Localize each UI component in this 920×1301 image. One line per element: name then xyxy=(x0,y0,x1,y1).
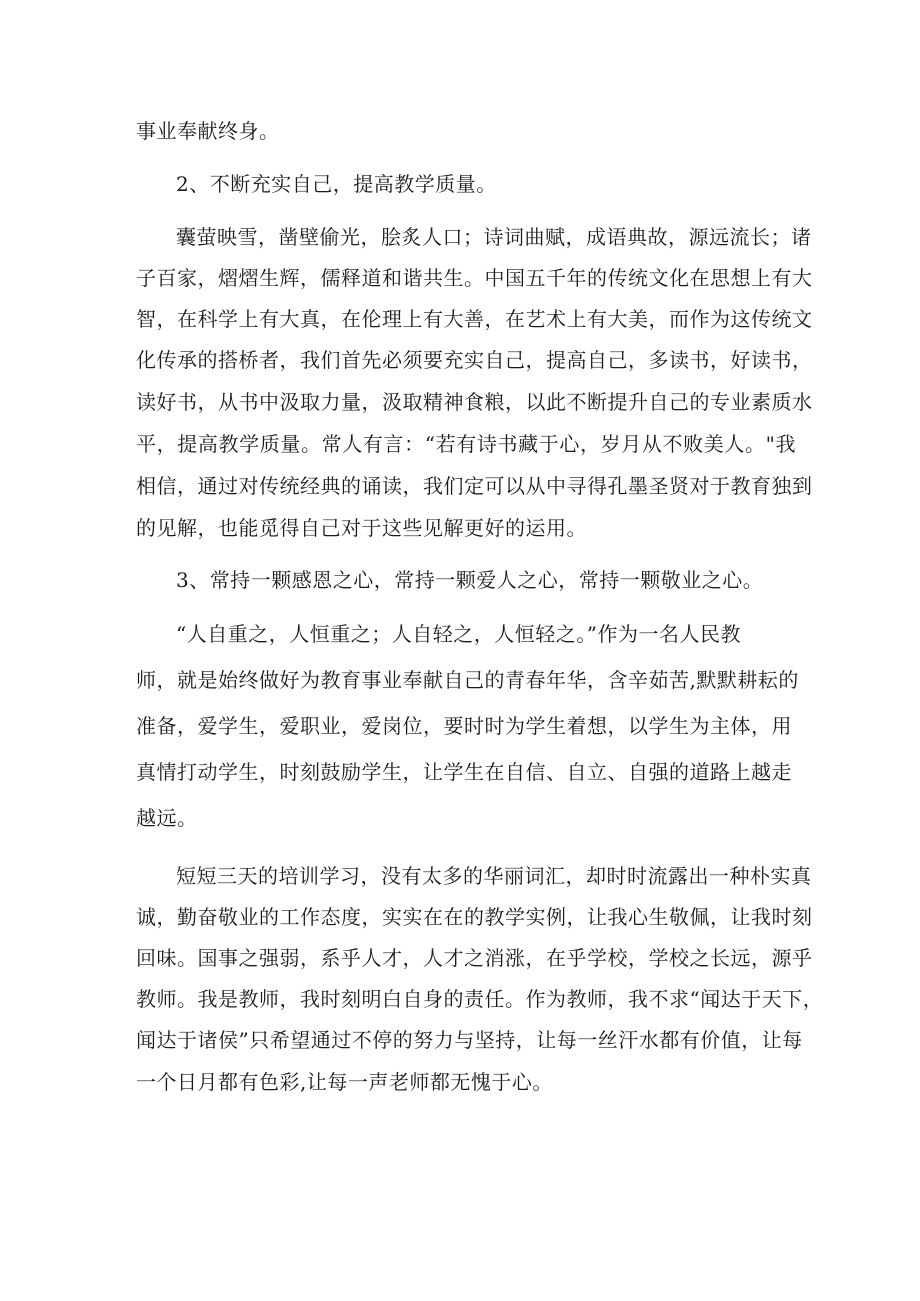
text-line: 相信，通过对传统经典的诵读，我们定可以从中寻得孔墨圣贤对于教育独到 xyxy=(136,474,813,498)
text-line: 平，提高教学质量。常人有言：“若有诗书藏于心，岁月从不败美人。"我 xyxy=(136,432,796,456)
text-line: 闻达于诸侯”只希望通过不停的努力与坚持，让每一丝汗水都有价值，让每 xyxy=(136,1028,803,1052)
text-line: 越远。 xyxy=(136,806,198,830)
text-line: 一个日月都有色彩,让每一声老师都无愧于心。 xyxy=(136,1070,553,1094)
text-line: 回味。国事之强弱，系乎人才，人才之消涨，在乎学校，学校之长远，源乎 xyxy=(136,946,813,970)
text-line: 诚，勤奋敬业的工作态度，实实在在的教学实例，让我心生敬佩，让我时刻 xyxy=(136,905,813,929)
section-heading-2: 2、不断充实自己，提高教学质量。 xyxy=(176,172,497,196)
text-line: 囊萤映雪，凿壁偷光，脍炙人口；诗词曲赋，成语典故，源远流长；诸 xyxy=(176,225,812,249)
text-line: 化传承的搭桥者，我们首先必须要充实自己，提高自己，多读书，好读书， xyxy=(136,348,813,372)
text-line: 教师。我是教师，我时刻明白自身的责任。作为教师，我不求“闻达于天下， xyxy=(136,987,824,1011)
text-line: 智，在科学上有大真，在伦理上有大善，在艺术上有大美，而作为这传统文 xyxy=(136,307,813,331)
section-heading-3: 3、常持一颗感恩之心，常持一颗爱人之心，常持一颗敬业之心。 xyxy=(176,568,764,592)
text-line: 准备，爱学生，爱职业，爱岗位，要时时为学生着想，以学生为主体，用 xyxy=(136,714,792,738)
text-line: 读好书，从书中汲取力量，汲取精神食粮，以此不断提升自己的专业素质水 xyxy=(136,390,813,414)
text-line: 短短三天的培训学习，没有太多的华丽词汇，却时时流露出一种朴实真 xyxy=(176,864,812,888)
text-line: 事业奉献终身。 xyxy=(136,119,280,143)
text-line: 子百家，熠熠生辉，儒释道和谐共生。中国五千年的传统文化在思想上有大 xyxy=(136,266,813,290)
text-line: “人自重之，人恒重之；人自轻之，人恒轻之。”作为一名人民教 xyxy=(176,622,741,646)
text-line: 的见解，也能觅得自己对于这些见解更好的运用。 xyxy=(136,516,587,540)
text-line: 师，就是始终做好为教育事业奉献自己的青春年华，含辛茹苦,默默耕耘的 xyxy=(136,668,799,692)
text-line: 真情打动学生，时刻鼓励学生，让学生在自信、自立、自强的道路上越走 xyxy=(136,760,792,784)
